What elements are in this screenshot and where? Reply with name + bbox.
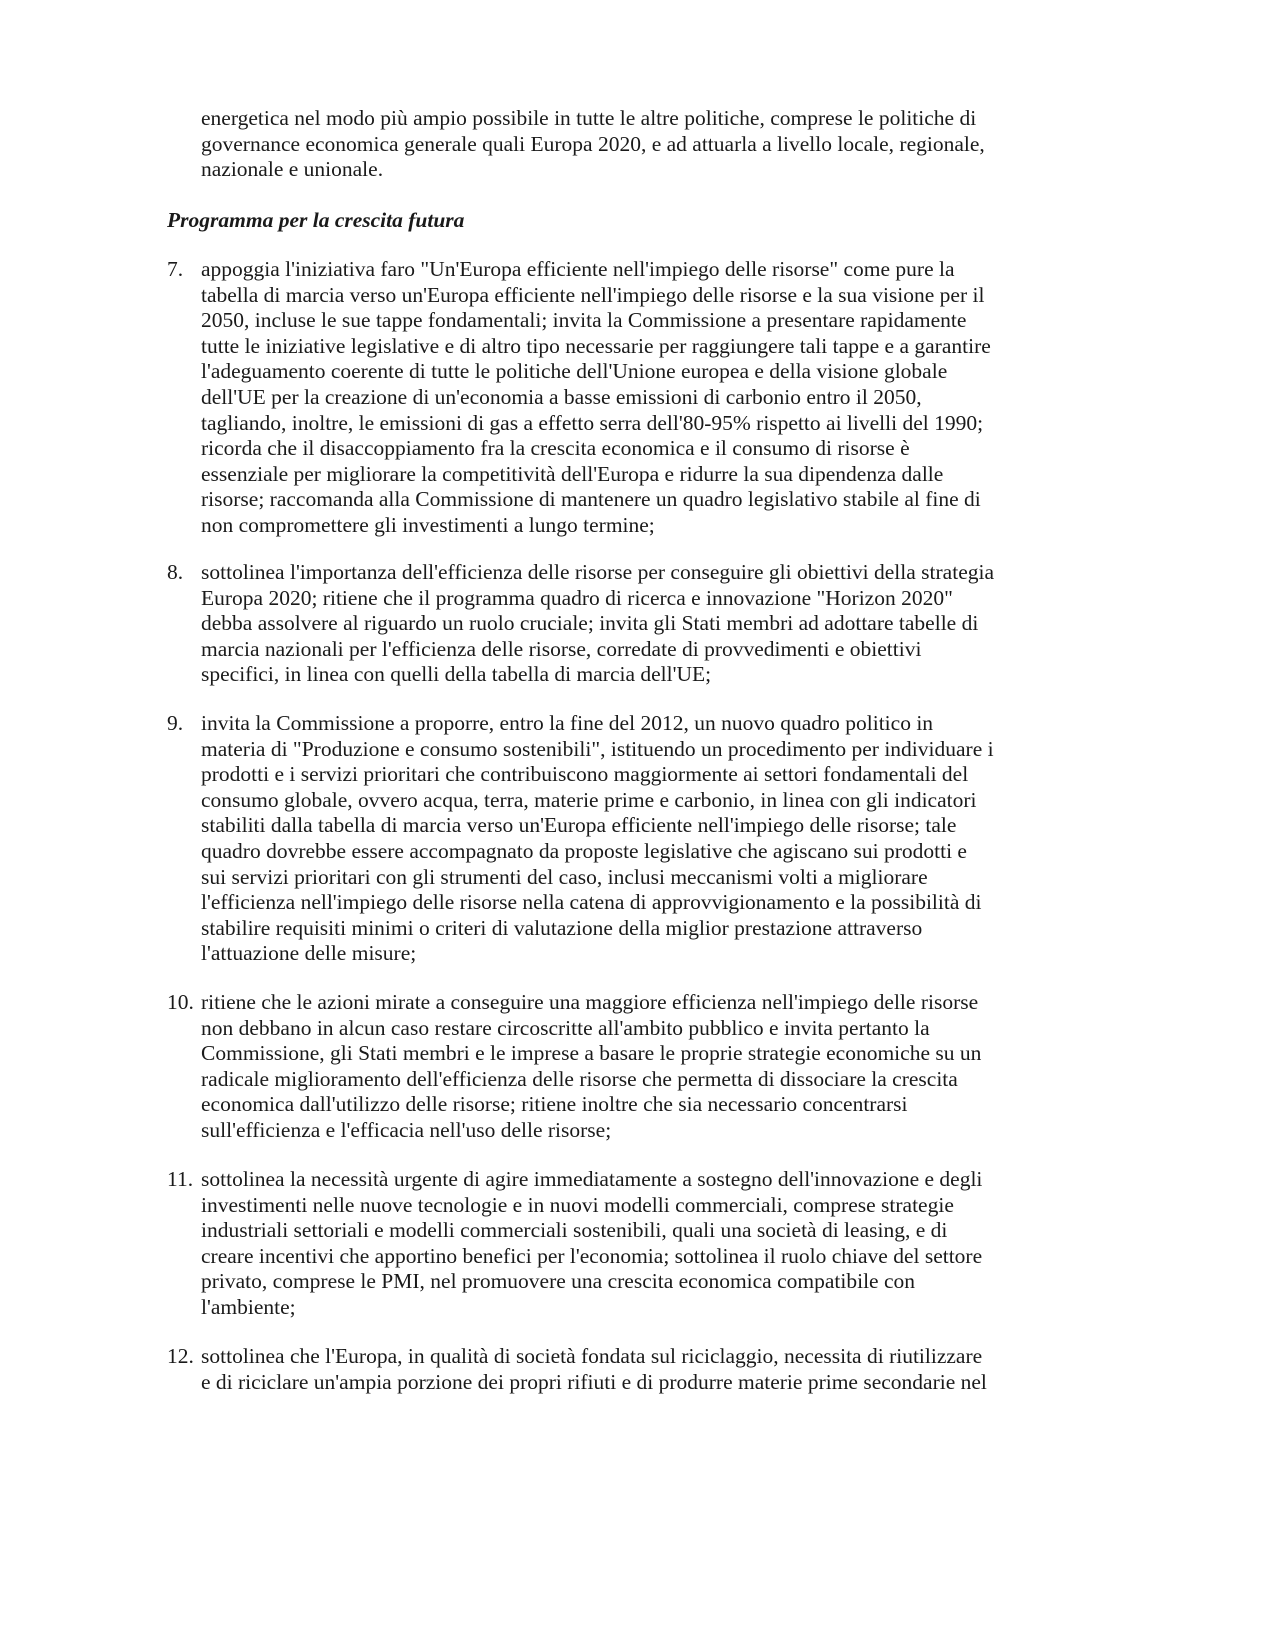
item-text (201, 257, 1047, 539)
text-line: e di riciclare un'ampia porzione dei propri rifiuti e di produrre materie prime secondarie nel (201, 1369, 987, 1394)
text-line: governance economica generale quali Europa 2020, e ad attuarla a livello locale, regionale, (201, 131, 985, 156)
text-line: Commissione, gli Stati membri e le imprese a basare le proprie strategie economiche su un (201, 1041, 982, 1066)
item-number: 8. (167, 560, 184, 584)
text-line: energetica nel modo più ampio possibile in tutte le altre politiche, comprese le politiche di (201, 106, 977, 130)
text-line: l'attuazione delle misure; (201, 941, 417, 966)
text-line: prodotti e i servizi prioritari che contribuiscono maggiormente ai settori fondamentali del (201, 762, 969, 787)
text-line: appoggia l'iniziativa faro "Un'Europa efficiente nell'impiego delle risorse" come pure la (201, 257, 955, 281)
text-line: tutte le iniziative legislative e di altro tipo necessarie per raggiungere tali tappe e a garantire (201, 333, 991, 358)
text-line: industriali settoriali e modelli commerciali sostenibili, quali una società di leasing, e di (201, 1218, 948, 1243)
item-number: 11. (167, 1167, 194, 1191)
text-line: ritiene che le azioni mirate a conseguire una maggiore efficienza nell'impiego delle risorse (201, 990, 979, 1014)
text-line: stabilire requisiti minimi o criteri di valutazione della miglior prestazione attraverso (201, 915, 923, 940)
text-line: sui servizi prioritari con gli strumenti del caso, inclusi meccanismi volti a migliorare (201, 864, 928, 889)
text-line: sottolinea l'importanza dell'efficienza delle risorse per conseguire gli obiettivi della strategia (201, 560, 995, 584)
continuation-paragraph (201, 106, 1041, 183)
text-line: sull'efficienza e l'efficacia nell'uso delle risorse; (201, 1117, 612, 1142)
text-line: l'ambiente; (201, 1294, 296, 1319)
text-line: non debbano in alcun caso restare circoscritte all'ambito pubblico e invita pertanto la (201, 1015, 930, 1040)
item-text (201, 1167, 1047, 1321)
text-line: privato, comprese le PMI, nel promuovere una crescita economica compatibile con (201, 1269, 916, 1294)
text-line: sottolinea che l'Europa, in qualità di società fondata sul riciclaggio, necessita di riutilizzare (201, 1344, 983, 1368)
item-text (201, 1344, 1047, 1395)
text-line: stabiliti dalla tabella di marcia verso un'Europa efficiente nell'impiego delle risorse; tale (201, 813, 957, 838)
text-line: l'efficienza nell'impiego delle risorse nella catena di approvvigionamento e la possibilità di (201, 890, 982, 915)
text-line: ricorda che il disaccoppiamento fra la crescita economica e il consumo di risorse è (201, 436, 910, 461)
text-line: risorse; raccomanda alla Commissione di mantenere un quadro legislativo stabile al fine di (201, 487, 981, 512)
text-line: Europa 2020; ritiene che il programma quadro di ricerca e innovazione "Horizon 2020" (201, 585, 953, 610)
text-line: quadro dovrebbe essere accompagnato da proposte legislative che agiscano sui prodotti e (201, 838, 967, 863)
text-line: specifici, in linea con quelli della tabella di marcia dell'UE; (201, 662, 712, 687)
text-line: l'adeguamento coerente di tutte le politiche dell'Unione europea e della visione globale (201, 359, 948, 384)
text-line: 2050, incluse le sue tappe fondamentali; invita la Commissione a presentare rapidamente (201, 308, 967, 333)
item-number: 12. (167, 1344, 194, 1368)
text-line: tabella di marcia verso un'Europa efficiente nell'impiego delle risorse e la sua visione per il (201, 282, 985, 307)
text-line: investimenti nelle nuove tecnologie e in nuovi modelli commerciali, comprese strategie (201, 1192, 954, 1217)
item-text (201, 990, 1047, 1144)
text-line: sottolinea la necessità urgente di agire immediatamente a sostegno dell'innovazione e degli (201, 1167, 983, 1191)
text-line: radicale miglioramento dell'efficienza delle risorse che permetta di dissociare la crescita (201, 1066, 958, 1091)
text-line: marcia nazionali per l'efficienza delle risorse, corredate di provvedimenti e obiettivi (201, 636, 922, 661)
item-text (201, 711, 1047, 967)
text-line: materia di "Produzione e consumo sostenibili", istituendo un procedimento per individuare i (201, 736, 994, 761)
text-line: economica dall'utilizzo delle risorse; ritiene inoltre che sia necessario concentrarsi (201, 1092, 908, 1117)
section-heading: Programma per la crescita futura (167, 208, 465, 232)
text-line: non compromettere gli investimenti a lungo termine; (201, 512, 655, 537)
text-line: creare incentivi che apportino benefici per l'economia; sottolinea il ruolo chiave del settore (201, 1243, 983, 1268)
item-number: 9. (167, 711, 184, 735)
text-line: essenziale per migliorare la competitività dell'Europa e ridurre la sua dipendenza dalle (201, 461, 944, 486)
text-line: invita la Commissione a proporre, entro la fine del 2012, un nuovo quadro politico in (201, 711, 934, 735)
text-line: dell'UE per la creazione di un'economia a basse emissioni di carbonio entro il 2050, (201, 384, 922, 409)
item-text (201, 560, 1047, 688)
text-line: nazionale e unionale. (201, 157, 384, 182)
item-number: 7. (167, 257, 184, 281)
text-line: tagliando, inoltre, le emissioni di gas a effetto serra dell'80-95% rispetto ai livelli del 1990; (201, 410, 984, 435)
text-line: consumo globale, ovvero acqua, terra, materie prime e carbonio, in linea con gli indicatori (201, 787, 977, 812)
text-line: debba assolvere al riguardo un ruolo cruciale; invita gli Stati membri ad adottare tabelle di (201, 611, 979, 636)
item-number: 10. (167, 990, 194, 1014)
